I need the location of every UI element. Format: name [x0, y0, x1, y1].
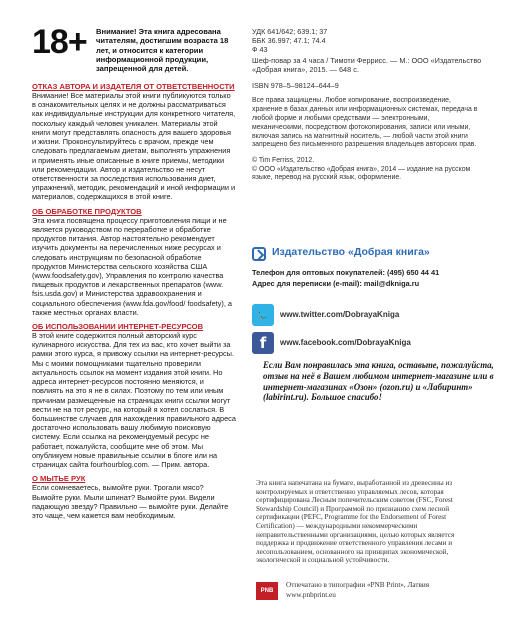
twitter-link[interactable]	[252, 304, 492, 328]
section-heading-internet: ОБ ИСПОЛЬЗОВАНИИ ИНТЕРНЕТ-РЕСУРСОВ	[32, 322, 204, 332]
facebook-url[interactable]: www.facebook.com/DobrayaKniga	[280, 338, 411, 347]
section-body-food-handling: Эта книга посвящена процессу приготовления пищи и не является руководством по переработке и обработке продуктов питания. Автор настоятельно рекомендует изучить документы на перечисленных ниже ресурсах и следовать инструкциям по безопасной обработке продуктов Министерства сельского хозяйства США (www.foodsafety.gov), Управления по контролю качества пищевых продуктов и лекарственных препаратов (www. fsis.usda.gov) и Министерства здравоохранения и социального обеспечения (www.fda.gov/food/ foodsafety), а также местных органах власти.	[32, 215, 232, 317]
facebook-link[interactable]	[252, 332, 492, 356]
printer-site[interactable]: www.pnbprint.eu	[286, 590, 336, 599]
section-heading-handwashing: О МЫТЬЕ РУК	[32, 474, 86, 484]
rights-notice: Все права защищены. Любое копирование, воспроизведение, хранение в базах данных или информационных системах, передача в любой форме и любыми средствами — электронными, механическими, посредством фотокопирования, записи или иными, включая запись на магнитный носитель, — любой части этой книги запрещено без письменного разрешения владельцев авторских прав.	[252, 97, 478, 149]
section-body-handwashing: Если сомневаетесь, вымойте руки. Трогали мясо? Вымойте руки. Мыли шпинат? Вымойте руки. Видели падающую звезду? Правильно — вымойте руки. Делайте это чаще, чем кажется вам необходимым.	[32, 483, 229, 520]
bbk-code: ББК 36.997; 47.1; 74.4	[252, 36, 326, 45]
copyright-author: © Tim Ferriss, 2012.	[252, 157, 315, 165]
facebook-f-icon: f	[252, 332, 274, 354]
age-rating-mark: 18+	[32, 23, 87, 61]
copyright-notice	[252, 157, 482, 183]
bibliographic-entry: Шеф-повар за 4 часа / Тимоти Феррисс. — М.: ООО «Издательство «Добрая книга», 2015. — 648 с.	[252, 56, 482, 74]
age-rating-notice: Внимание! Эта книга адресована читателям, достигшим возраста 18 лет, и относится к категории информационной продукции, запрещенной для детей.	[96, 27, 229, 74]
section-body-internet: В этой книге содержится полный авторский курс кулинарного искусства. Для тех из вас, кто хочет выйти за рамки этого курса, я привожу ссылки на интернет-ресурсы. Мы с моими помощниками тщательно проверили актуальность ссылок на момент издания этой книги. Но адреса интернет-ресурсов постоянно меняются, и повлиять на это я не в силах. Поэтому по тем или иным причинам размещенные на страницах книги ссылки могут вести не на тот ресурс, на который я хотел сослаться. В большинстве случаев для нахождения правильного адреса достаточно использовать вашу любимую поисковую систему. Если ссылка на рекомендуемый ресурс не работает, пожалуйста, сообщите мне об этом. Мы опубликуем новые правильные ссылки в блоге или на страницах сайта fourhourblog.com. — Прим. автора.	[32, 331, 236, 470]
twitter-url[interactable]: www.twitter.com/DobrayaKniga	[280, 310, 400, 319]
section-heading-food-handling: ОБ ОБРАБОТКЕ ПРОДУКТОВ	[32, 206, 142, 216]
printer-logo-icon: PNB	[256, 582, 278, 600]
publisher-brand	[252, 246, 492, 262]
wholesale-phone: Телефон для оптовых покупателей: (495) 650 44 41	[252, 268, 440, 277]
contact-email[interactable]: Адрес для переписки (e-mail): mail@dkniga.ru	[252, 278, 420, 288]
imprint-column	[252, 27, 482, 190]
printer-info	[256, 580, 482, 604]
publisher-name: Издательство «Добрая книга»	[272, 246, 430, 258]
printer-text	[286, 581, 429, 600]
isbn: ISBN 978–5–98124–644–9	[252, 81, 339, 91]
author-mark: Ф 43	[252, 45, 268, 54]
section-heading-disclaimer: ОТКАЗ АВТОРА И ИЗДАТЕЛЯ ОТ ОТВЕТСТВЕННОСТИ	[32, 82, 235, 91]
disclaimer-column	[32, 82, 236, 525]
publisher-contacts	[252, 268, 492, 289]
review-request: Если Вам понравилась эта книга, оставьте, пожалуйста, отзыв на неё в Вашем любимом интернет-магазине или в интернет-магазинах «Озон» (ozon.ru) и «Лабиринт» (labirint.ru). Большое спасибо!	[263, 360, 494, 403]
twitter-bird-icon: 🐦	[252, 304, 274, 326]
copyright-publisher: © ООО «Издательство «Добрая книга», 2014 — издание на русском языке, перевод на русский язык, оформление.	[252, 165, 471, 182]
paper-certification-note: Эта книга напечатана на бумаге, выработанной из древесины из контролируемых и ответственно управляемых лесов, которая сертифицирована Лесным попечительским советом (FSC, Forest Stewardship Council) и Программой по признанию схем лесной сертификации (PEFC, Programme for the Endorsement of Forest Certification) — международными некоммерческими неправительственными организациями, целью которых является поддержка и продвижение ответственного управления лесами и лесопользованием, основанного на принципах экономической, экологической и социальной устойчивости.	[256, 479, 455, 565]
publisher-logo-icon	[252, 247, 266, 261]
printer-name: Отпечатано в типографии «PNB Print», Латвия	[286, 581, 430, 589]
udk-code: УДК 641/642; 639.1; 37	[252, 27, 328, 36]
section-body-disclaimer: Внимание! Все материалы этой книги публикуются только в ознакомительных целях и не должны рассматриваться как индивидуальные инструкции для конкретного читателя, поскольку каждый человек уникален. Материалы этой книги могут представлять опасность для вашего здоровья и жизни. Проконсультируйтесь с врачом, прежде чем следовать предлагаемым диетам, выполнять упражнения и применять иные описанные в книге приемы, методики или рекомендации. Автор и издательство не несут ответственности за последствия использования диет, упражнений, методик, рекомендаций и иной информации и материалов, содержащихся в этой книге.	[32, 91, 236, 202]
